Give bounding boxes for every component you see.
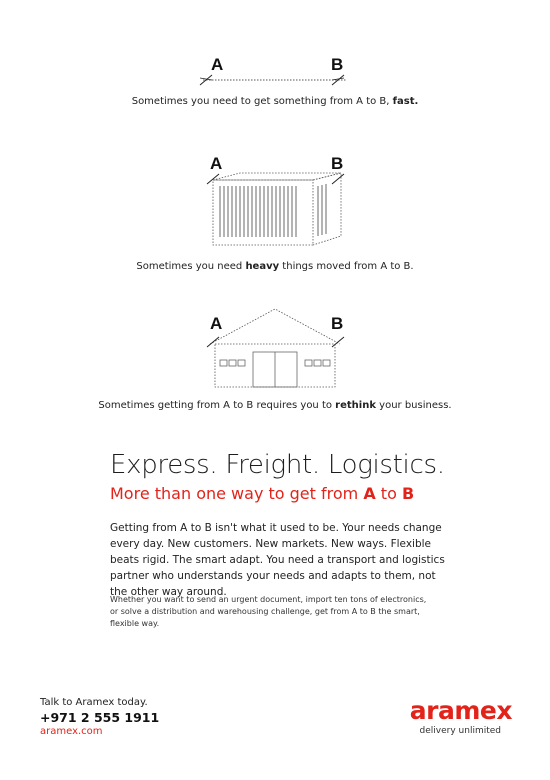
container-illustration: [0, 140, 550, 255]
warehouse-illustration: [0, 300, 550, 395]
label-a: A: [211, 55, 224, 74]
label-b: B: [331, 154, 344, 173]
container-top: [213, 173, 341, 180]
warehouse-roof: [210, 309, 340, 344]
logo-tagline: delivery unlimited: [419, 726, 501, 736]
tick-mark-b: [332, 337, 344, 347]
headline: Express. Freight. Logistics.: [110, 450, 445, 480]
line-illustration: [0, 0, 550, 100]
body-small-paragraph: Whether you want to send an urgent document, import ten tons of electronics, or solve a distribution and warehousing challenge, get from A to B the smart, flexible way.: [110, 595, 427, 628]
website-link[interactable]: aramex.com: [40, 726, 103, 737]
caption-heavy: Sometimes you need heavy things moved from A to B.: [136, 261, 414, 272]
aramex-logo: aramex: [409, 696, 512, 725]
label-a: A: [210, 314, 223, 333]
contact-block: [40, 697, 159, 737]
label-b: B: [331, 314, 344, 333]
container-side: [313, 173, 341, 245]
tick-mark-b: [332, 174, 344, 184]
caption-rethink: Sometimes getting from A to B requires you to rethink your business.: [98, 400, 452, 411]
contact-prompt: Talk to Aramex today.: [40, 697, 148, 708]
label-b: B: [331, 55, 344, 74]
phone-number[interactable]: +971 2 555 1911: [40, 710, 160, 725]
body-paragraph: Getting from A to B isn't what it used to be. Your needs change every day. New customers. New markets. New ways. Flexible beats rigid. The smart adapt. You need a transport and logistics partner who understands your needs and adapts to them, not the other way around.: [110, 522, 445, 598]
label-a: A: [210, 154, 223, 173]
tick-mark-a: [207, 337, 219, 347]
caption-fast: Sometimes you need to get something from A to B, fast.: [131, 96, 419, 107]
subheadline: More than one way to get from A to B: [110, 484, 415, 503]
